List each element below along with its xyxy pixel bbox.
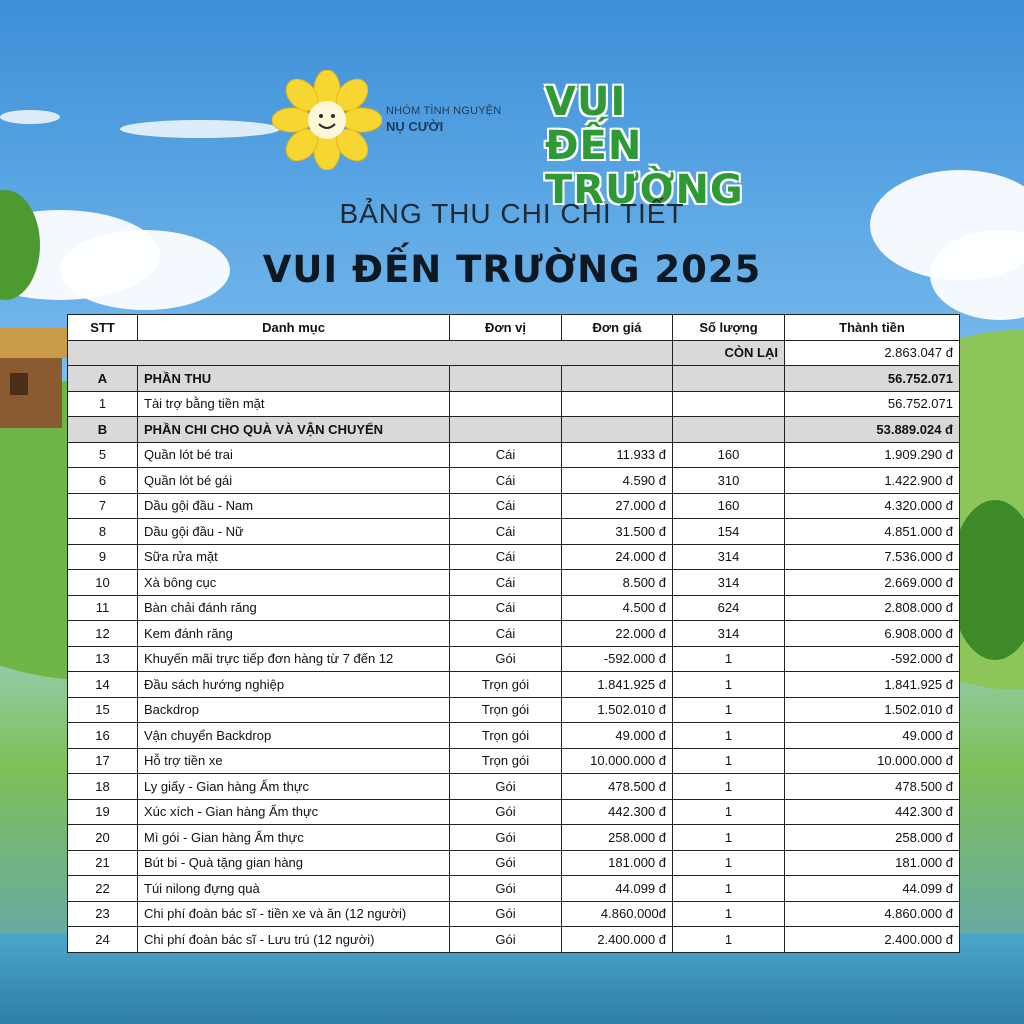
row-price: 478.500 đ bbox=[562, 774, 673, 800]
row-stt: 24 bbox=[68, 927, 138, 953]
row-qty: 314 bbox=[673, 544, 785, 570]
row-price: 181.000 đ bbox=[562, 850, 673, 876]
row-item: Khuyến mãi trực tiếp đơn hàng từ 7 đến 12 bbox=[138, 646, 450, 672]
table-row bbox=[68, 493, 960, 519]
row-qty: 1 bbox=[673, 723, 785, 749]
table-row bbox=[68, 825, 960, 851]
row-total: 1.909.290 đ bbox=[785, 442, 960, 468]
row-qty: 154 bbox=[673, 519, 785, 545]
row-total: 2.400.000 đ bbox=[785, 927, 960, 953]
row-item: Xúc xích - Gian hàng Ẩm thực bbox=[138, 799, 450, 825]
row-total: 44.099 đ bbox=[785, 876, 960, 902]
row-price: 11.933 đ bbox=[562, 442, 673, 468]
page-subtitle: BẢNG THU CHI CHI TIẾT bbox=[339, 198, 685, 229]
row-stt: 14 bbox=[68, 672, 138, 698]
row-qty: 624 bbox=[673, 595, 785, 621]
event-logo-line2: TRƯỜNG bbox=[545, 167, 744, 213]
row-price: 1.502.010 đ bbox=[562, 697, 673, 723]
row-total: 442.300 đ bbox=[785, 799, 960, 825]
row-price: 1.841.925 đ bbox=[562, 672, 673, 698]
table-row bbox=[68, 468, 960, 494]
table-row bbox=[68, 748, 960, 774]
row-item: Vận chuyển Backdrop bbox=[138, 723, 450, 749]
row-unit: Cái bbox=[450, 468, 562, 494]
row-total: 2.808.000 đ bbox=[785, 595, 960, 621]
row-price: 31.500 đ bbox=[562, 519, 673, 545]
row-unit: Cái bbox=[450, 493, 562, 519]
row-price: 24.000 đ bbox=[562, 544, 673, 570]
row-stt: 15 bbox=[68, 697, 138, 723]
row-unit: Gói bbox=[450, 799, 562, 825]
row-price: 4.500 đ bbox=[562, 595, 673, 621]
row-total: 7.536.000 đ bbox=[785, 544, 960, 570]
column-header-total: Thành tiền bbox=[785, 315, 960, 341]
row-qty: 1 bbox=[673, 697, 785, 723]
row-total: 56.752.071 bbox=[785, 391, 960, 417]
table-row bbox=[68, 723, 960, 749]
row-unit: Gói bbox=[450, 927, 562, 953]
row-total: 4.320.000 đ bbox=[785, 493, 960, 519]
row-qty: 1 bbox=[673, 748, 785, 774]
row-item: Đầu sách hướng nghiệp bbox=[138, 672, 450, 698]
section-b-total: 53.889.024 đ bbox=[785, 417, 960, 443]
column-header-quantity: Số lượng bbox=[673, 315, 785, 341]
row-item: Kem đánh răng bbox=[138, 621, 450, 647]
smiling-flower-icon bbox=[272, 70, 382, 170]
event-logo bbox=[545, 79, 744, 213]
row-price: 4.590 đ bbox=[562, 468, 673, 494]
row-price: 27.000 đ bbox=[562, 493, 673, 519]
table-row bbox=[68, 595, 960, 621]
row-qty: 1 bbox=[673, 646, 785, 672]
section-b-title: PHẦN CHI CHO QUÀ VÀ VẬN CHUYỂN bbox=[138, 417, 450, 443]
row-qty: 1 bbox=[673, 774, 785, 800]
row-stt: 22 bbox=[68, 876, 138, 902]
section-b-row bbox=[68, 417, 960, 443]
row-stt: 21 bbox=[68, 850, 138, 876]
column-header-unit: Đơn vị bbox=[450, 315, 562, 341]
row-item: Bút bi - Quà tặng gian hàng bbox=[138, 850, 450, 876]
row-qty: 1 bbox=[673, 876, 785, 902]
column-header-stt: STT bbox=[68, 315, 138, 341]
row-stt: 12 bbox=[68, 621, 138, 647]
org-name-line1: NHÓM TÌNH NGUYỆN bbox=[386, 105, 502, 117]
page-title: VUI ĐẾN TRƯỜNG 2025 bbox=[262, 248, 762, 291]
row-item: Ly giấy - Gian hàng Ẩm thực bbox=[138, 774, 450, 800]
row-unit: Trọn gói bbox=[450, 748, 562, 774]
row-item: Backdrop bbox=[138, 697, 450, 723]
column-header-category: Danh mục bbox=[138, 315, 450, 341]
row-unit: Gói bbox=[450, 825, 562, 851]
row-unit: Cái bbox=[450, 544, 562, 570]
remaining-label: CÒN LẠI bbox=[673, 340, 785, 366]
table-header-row bbox=[68, 315, 960, 341]
row-item: Dầu gội đầu - Nữ bbox=[138, 519, 450, 545]
row-price: 258.000 đ bbox=[562, 825, 673, 851]
row-total: 1.502.010 đ bbox=[785, 697, 960, 723]
row-unit: Cái bbox=[450, 595, 562, 621]
row-qty: 1 bbox=[673, 825, 785, 851]
row-qty: 1 bbox=[673, 927, 785, 953]
row-stt: 1 bbox=[68, 391, 138, 417]
row-stt: 18 bbox=[68, 774, 138, 800]
row-total: 2.669.000 đ bbox=[785, 570, 960, 596]
table-row bbox=[68, 519, 960, 545]
row-item: Dầu gội đầu - Nam bbox=[138, 493, 450, 519]
table-row bbox=[68, 850, 960, 876]
remaining-row bbox=[68, 340, 960, 366]
row-total: 1.841.925 đ bbox=[785, 672, 960, 698]
row-item: Quần lót bé trai bbox=[138, 442, 450, 468]
row-qty: 1 bbox=[673, 901, 785, 927]
row-stt: 19 bbox=[68, 799, 138, 825]
row-unit: Cái bbox=[450, 570, 562, 596]
row-unit: Trọn gói bbox=[450, 723, 562, 749]
row-unit: Cái bbox=[450, 621, 562, 647]
table-row bbox=[68, 391, 960, 417]
row-total: 10.000.000 đ bbox=[785, 748, 960, 774]
row-stt: 5 bbox=[68, 442, 138, 468]
row-total: 258.000 đ bbox=[785, 825, 960, 851]
table-row bbox=[68, 774, 960, 800]
section-a-title: PHẦN THU bbox=[138, 366, 450, 392]
section-b-code: B bbox=[68, 417, 138, 443]
table-row bbox=[68, 621, 960, 647]
section-a-row bbox=[68, 366, 960, 392]
table-row bbox=[68, 927, 960, 953]
row-unit: Gói bbox=[450, 901, 562, 927]
org-logo bbox=[272, 70, 501, 170]
row-unit: Gói bbox=[450, 876, 562, 902]
table-row bbox=[68, 799, 960, 825]
row-price: 2.400.000 đ bbox=[562, 927, 673, 953]
section-a-total: 56.752.071 bbox=[785, 366, 960, 392]
row-qty: 314 bbox=[673, 621, 785, 647]
row-stt: 6 bbox=[68, 468, 138, 494]
table-row bbox=[68, 876, 960, 902]
row-price: -592.000 đ bbox=[562, 646, 673, 672]
row-price: 49.000 đ bbox=[562, 723, 673, 749]
hut-illustration bbox=[0, 318, 70, 438]
row-total: 6.908.000 đ bbox=[785, 621, 960, 647]
row-unit: Gói bbox=[450, 850, 562, 876]
row-price: 8.500 đ bbox=[562, 570, 673, 596]
row-stt: 13 bbox=[68, 646, 138, 672]
row-price: 22.000 đ bbox=[562, 621, 673, 647]
row-unit: Cái bbox=[450, 442, 562, 468]
row-total: 49.000 đ bbox=[785, 723, 960, 749]
row-total: -592.000 đ bbox=[785, 646, 960, 672]
row-qty: 1 bbox=[673, 850, 785, 876]
table-row bbox=[68, 570, 960, 596]
org-name-line2: NỤ CƯỜI bbox=[386, 118, 444, 134]
row-item: Hỗ trợ tiền xe bbox=[138, 748, 450, 774]
row-item: Chi phí đoàn bác sĩ - tiền xe và ăn (12 người) bbox=[138, 901, 450, 927]
row-stt: 17 bbox=[68, 748, 138, 774]
row-item: Quần lót bé gái bbox=[138, 468, 450, 494]
row-unit: Cái bbox=[450, 519, 562, 545]
remaining-amount: 2.863.047 đ bbox=[785, 340, 960, 366]
row-unit bbox=[450, 391, 562, 417]
row-total: 4.851.000 đ bbox=[785, 519, 960, 545]
row-item: Xà bông cục bbox=[138, 570, 450, 596]
row-stt: 10 bbox=[68, 570, 138, 596]
table-row bbox=[68, 672, 960, 698]
row-stt: 7 bbox=[68, 493, 138, 519]
row-stt: 23 bbox=[68, 901, 138, 927]
row-unit: Trọn gói bbox=[450, 697, 562, 723]
row-price bbox=[562, 391, 673, 417]
row-stt: 20 bbox=[68, 825, 138, 851]
row-price: 442.300 đ bbox=[562, 799, 673, 825]
row-total: 4.860.000 đ bbox=[785, 901, 960, 927]
row-qty: 310 bbox=[673, 468, 785, 494]
row-stt: 8 bbox=[68, 519, 138, 545]
row-item: Chi phí đoàn bác sĩ - Lưu trú (12 người) bbox=[138, 927, 450, 953]
row-total: 1.422.900 đ bbox=[785, 468, 960, 494]
row-stt: 9 bbox=[68, 544, 138, 570]
row-qty: 160 bbox=[673, 493, 785, 519]
row-item: Mì gói - Gian hàng Ẩm thực bbox=[138, 825, 450, 851]
table-row bbox=[68, 442, 960, 468]
finance-table bbox=[67, 314, 959, 953]
row-total: 181.000 đ bbox=[785, 850, 960, 876]
row-qty: 160 bbox=[673, 442, 785, 468]
column-header-price: Đơn giá bbox=[562, 315, 673, 341]
table-row bbox=[68, 697, 960, 723]
row-item: Tài trợ bằng tiền mặt bbox=[138, 391, 450, 417]
row-unit: Trọn gói bbox=[450, 672, 562, 698]
row-unit: Gói bbox=[450, 646, 562, 672]
table-row bbox=[68, 646, 960, 672]
row-qty: 1 bbox=[673, 672, 785, 698]
table-row bbox=[68, 901, 960, 927]
row-price: 10.000.000 đ bbox=[562, 748, 673, 774]
row-unit: Gói bbox=[450, 774, 562, 800]
row-item: Bàn chải đánh răng bbox=[138, 595, 450, 621]
row-qty: 314 bbox=[673, 570, 785, 596]
row-stt: 16 bbox=[68, 723, 138, 749]
event-logo-line1: VUI ĐẾN bbox=[545, 79, 643, 169]
row-total: 478.500 đ bbox=[785, 774, 960, 800]
row-item: Túi nilong đựng quà bbox=[138, 876, 450, 902]
row-price: 44.099 đ bbox=[562, 876, 673, 902]
row-stt: 11 bbox=[68, 595, 138, 621]
section-a-code: A bbox=[68, 366, 138, 392]
table-row bbox=[68, 544, 960, 570]
row-qty: 1 bbox=[673, 799, 785, 825]
row-price: 4.860.000đ bbox=[562, 901, 673, 927]
row-qty bbox=[673, 391, 785, 417]
row-item: Sữa rửa mặt bbox=[138, 544, 450, 570]
